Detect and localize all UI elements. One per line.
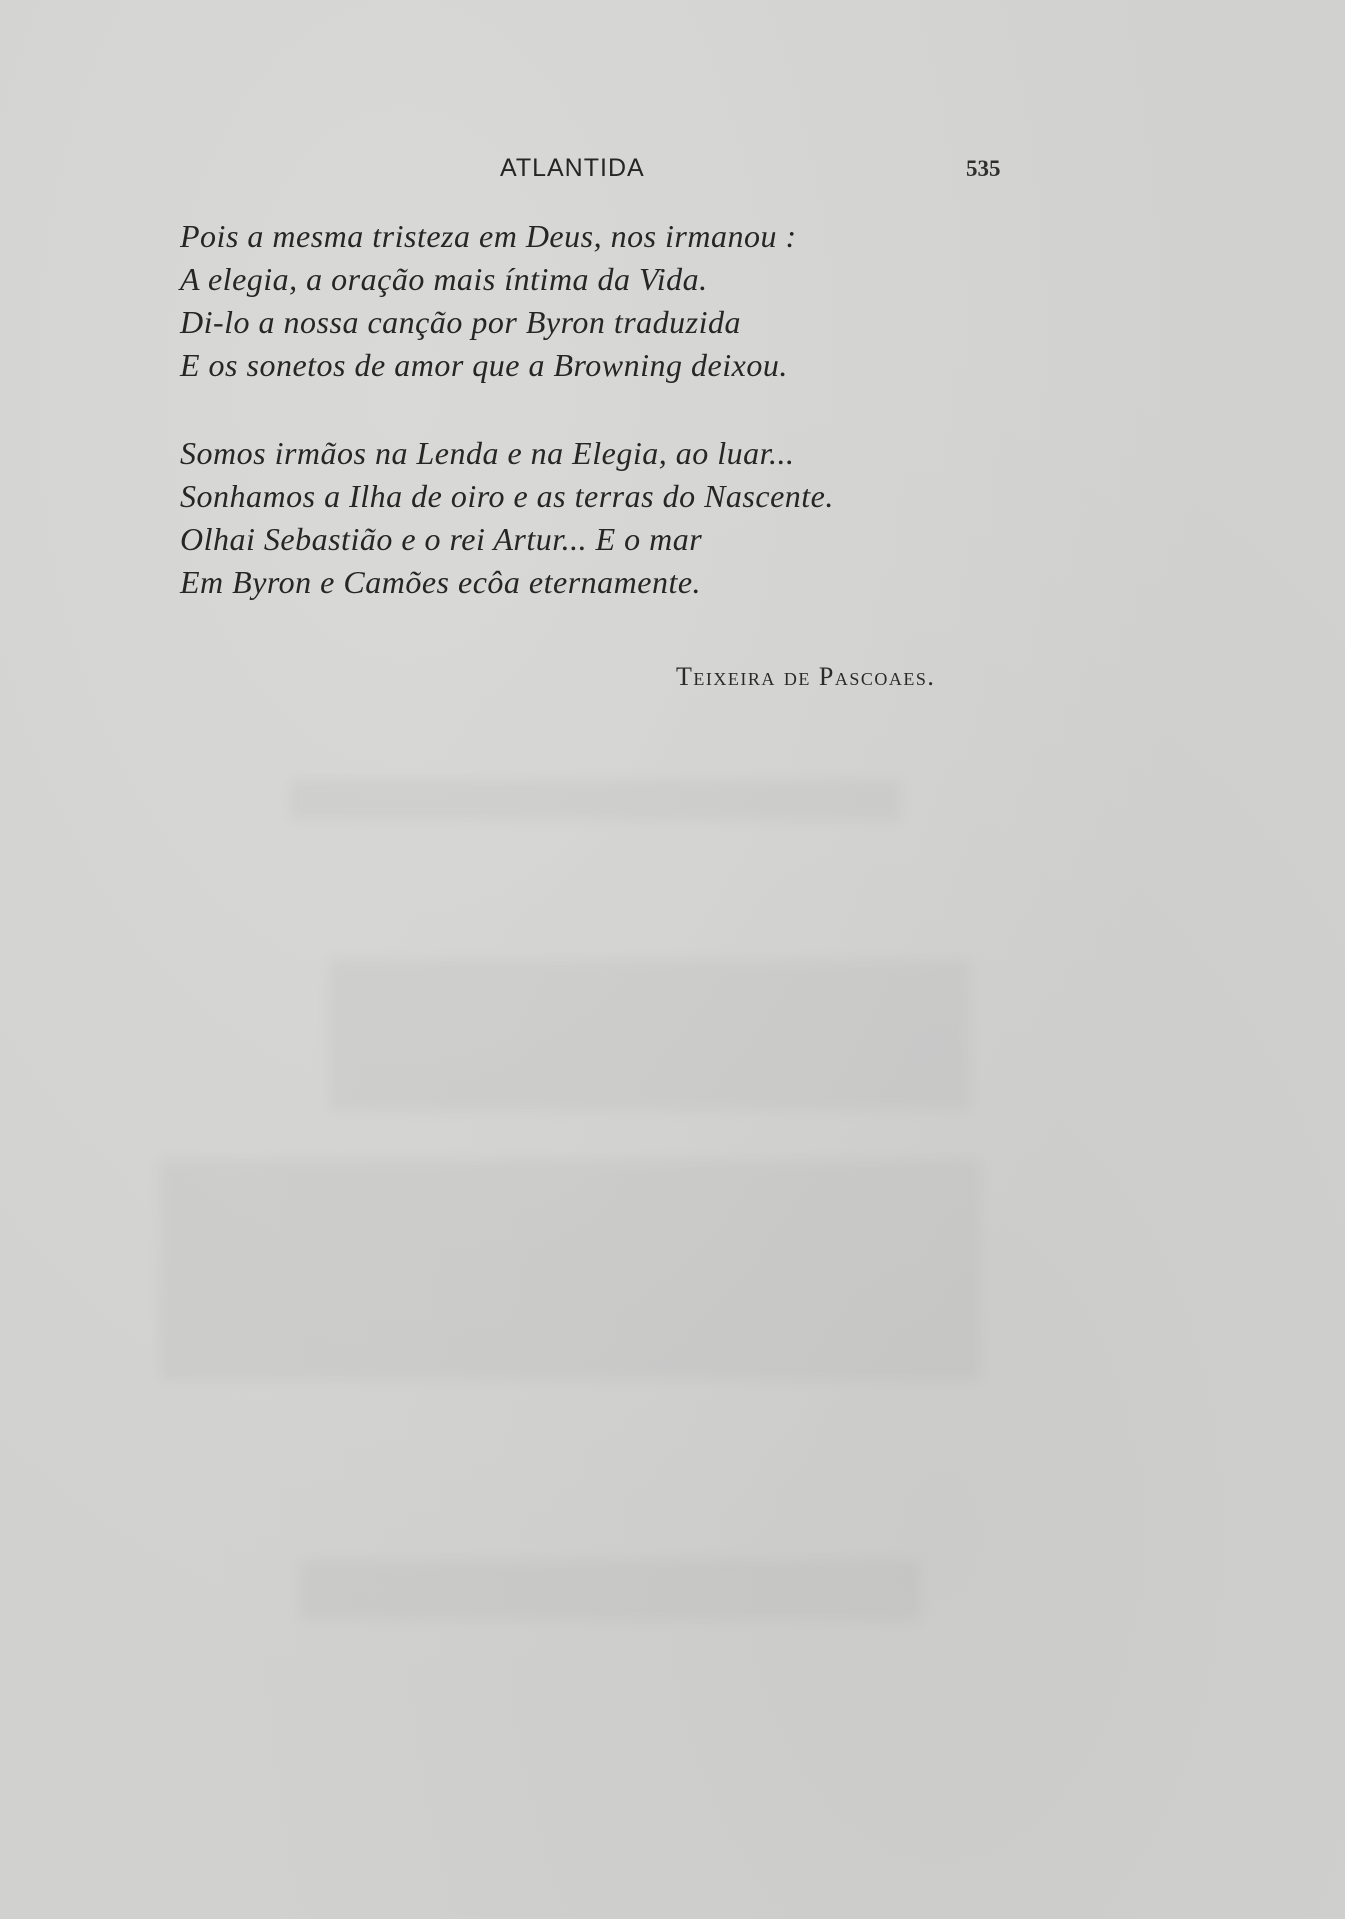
verse-line: Olhai Sebastião e o rei Artur... E o mar [180, 521, 703, 557]
running-head-title: ATLANTIDA [500, 154, 645, 182]
verse-line: E os sonetos de amor que a Browning deixou. [180, 347, 788, 383]
show-through-shadow [290, 780, 900, 820]
author-signature: Teixeira de Pascoaes. [676, 662, 936, 691]
verse-line: Em Byron e Camões ecôa eternamente. [180, 564, 702, 600]
show-through-shadow [330, 960, 970, 1110]
running-head [0, 150, 1345, 190]
show-through-shadow [300, 1560, 920, 1620]
page-number: 535 [966, 156, 1001, 181]
verse-line: Sonhamos a Ilha de oiro e as terras do Nascente. [180, 478, 834, 514]
verse-line: Pois a mesma tristeza em Deus, nos irmanou : [180, 218, 797, 254]
verse-line: Di-lo a nossa canção por Byron traduzida [180, 304, 742, 340]
show-through-shadow [160, 1160, 980, 1380]
poem-stanza-2 [180, 432, 940, 604]
poem-stanza-1 [180, 215, 940, 387]
verse-line: Somos irmãos na Lenda e na Elegia, ao luar... [180, 435, 795, 471]
verse-line: A elegia, a oração mais íntima da Vida. [180, 261, 708, 297]
